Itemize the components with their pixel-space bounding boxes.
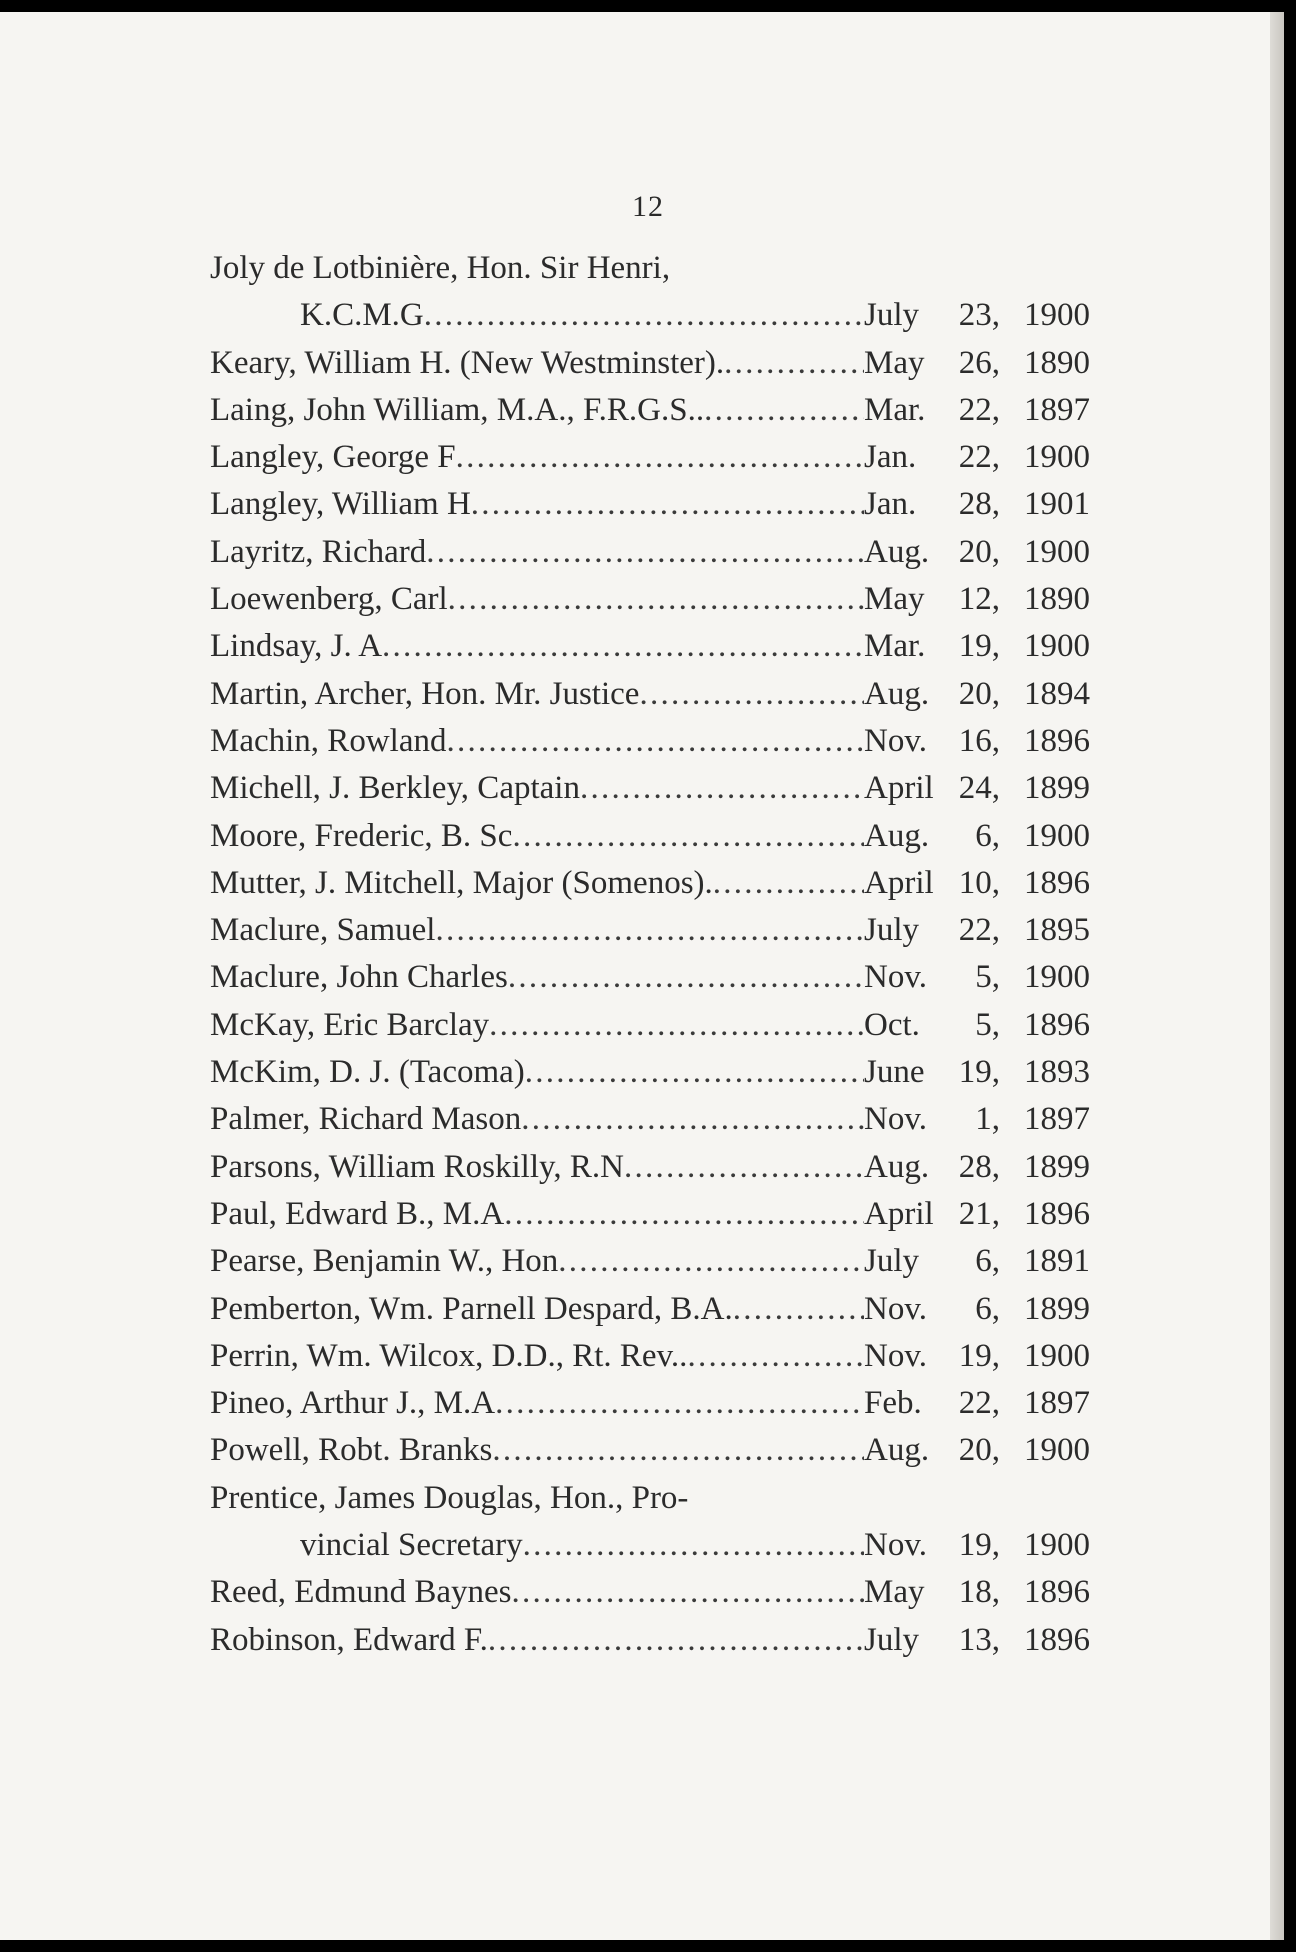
- election-day: 19,: [958, 1527, 1000, 1564]
- member-name: Layritz, Richard: [210, 533, 427, 570]
- member-name: Langley, George F: [210, 439, 456, 476]
- member-name: Maclure, Samuel: [210, 912, 436, 949]
- election-year: 1896: [1024, 1006, 1090, 1043]
- list-item: [210, 1333, 1090, 1380]
- member-name: Langley, William H: [210, 486, 471, 523]
- election-month: Mar.: [864, 628, 926, 665]
- election-day: 28,: [958, 486, 1000, 523]
- member-name: Keary, William H. (New Westminster).: [210, 344, 725, 381]
- election-year: 1900: [1024, 439, 1090, 476]
- election-month: Aug.: [864, 1432, 930, 1469]
- member-name: Machin, Rowland: [210, 722, 447, 759]
- list-item: [210, 434, 1090, 481]
- leader-dots: [512, 813, 864, 860]
- list-item: [210, 954, 1090, 1001]
- leader-dots: [489, 1002, 864, 1049]
- member-name: Maclure, John Charles: [210, 959, 508, 996]
- member-name: Lindsay, J. A: [210, 628, 383, 665]
- election-day: 18,: [958, 1574, 1000, 1611]
- election-month: Nov.: [864, 1337, 927, 1374]
- member-name: Paul, Edward B., M.A: [210, 1195, 505, 1232]
- election-month: Aug.: [864, 533, 930, 570]
- election-year: 1900: [1024, 1432, 1090, 1469]
- election-day: 13,: [958, 1621, 1000, 1658]
- list-item: [210, 813, 1090, 860]
- list-item: [210, 387, 1090, 434]
- list-item: [210, 1617, 1090, 1664]
- leader-dots: [446, 718, 864, 765]
- election-month: July: [864, 297, 920, 334]
- election-month: July: [864, 912, 920, 949]
- page-edge: [1270, 12, 1284, 1940]
- member-name: K.C.M.G: [300, 297, 424, 334]
- election-day: 22,: [958, 1385, 1000, 1422]
- election-day: 21,: [958, 1195, 1000, 1232]
- election-year: 1890: [1024, 344, 1090, 381]
- list-item: [210, 1380, 1090, 1427]
- election-month: Jan.: [864, 486, 917, 523]
- list-item: [210, 623, 1090, 670]
- election-month: April: [864, 1195, 934, 1232]
- member-name: Reed, Edmund Baynes: [210, 1574, 512, 1611]
- list-item: [210, 1286, 1090, 1333]
- election-day: 26,: [958, 344, 1000, 381]
- list-item: [210, 1238, 1090, 1285]
- leader-dots: [687, 1333, 864, 1380]
- leader-dots: [523, 1522, 864, 1569]
- list-item: [210, 860, 1090, 907]
- leader-dots: [724, 340, 864, 387]
- election-month: Aug.: [864, 817, 930, 854]
- election-day: 24,: [958, 770, 1000, 807]
- election-month: April: [864, 864, 934, 901]
- leader-dots: [639, 671, 864, 718]
- election-day: 28,: [958, 1148, 1000, 1185]
- election-year: 1900: [1024, 1527, 1090, 1564]
- election-year: 1899: [1024, 1148, 1090, 1185]
- leader-dots: [426, 529, 864, 576]
- list-item: [210, 529, 1090, 576]
- leader-dots: [471, 481, 864, 528]
- member-name: Pineo, Arthur J., M.A: [210, 1385, 496, 1422]
- list-item: [210, 245, 1090, 292]
- election-day: 20,: [958, 675, 1000, 712]
- leader-dots: [424, 292, 864, 339]
- leader-dots: [448, 576, 864, 623]
- member-name: vincial Secretary: [300, 1527, 523, 1564]
- election-day: 22,: [958, 439, 1000, 476]
- member-name: Moore, Frederic, B. Sc: [210, 817, 513, 854]
- list-item: [210, 1569, 1090, 1616]
- election-year: 1893: [1024, 1054, 1090, 1091]
- member-name: McKim, D. J. (Tacoma): [210, 1054, 525, 1091]
- election-year: 1896: [1024, 1195, 1090, 1232]
- leader-dots: [525, 1049, 864, 1096]
- leader-dots: [521, 1096, 864, 1143]
- election-day: 12,: [958, 581, 1000, 618]
- election-day: 5,: [975, 959, 1000, 996]
- election-year: 1901: [1024, 486, 1090, 523]
- list-item: [210, 907, 1090, 954]
- list-item: [210, 481, 1090, 528]
- election-year: 1900: [1024, 628, 1090, 665]
- election-month: Nov.: [864, 1527, 927, 1564]
- leader-dots: [435, 907, 864, 954]
- list-item: [210, 1096, 1090, 1143]
- election-year: 1900: [1024, 1337, 1090, 1374]
- election-day: 20,: [958, 1432, 1000, 1469]
- election-day: 10,: [958, 864, 1000, 901]
- election-year: 1899: [1024, 1290, 1090, 1327]
- election-day: 22,: [958, 912, 1000, 949]
- election-year: 1894: [1024, 675, 1090, 712]
- election-year: 1896: [1024, 1621, 1090, 1658]
- election-day: 19,: [958, 1054, 1000, 1091]
- list-item: [210, 671, 1090, 718]
- leader-dots: [504, 1191, 864, 1238]
- election-year: 1896: [1024, 1574, 1090, 1611]
- list-item: [210, 1427, 1090, 1474]
- election-day: 6,: [975, 1243, 1000, 1280]
- list-item: [210, 1144, 1090, 1191]
- election-month: July: [864, 1621, 920, 1658]
- list-item: [210, 340, 1090, 387]
- election-year: 1896: [1024, 864, 1090, 901]
- election-month: Nov.: [864, 959, 927, 996]
- election-year: 1900: [1024, 533, 1090, 570]
- election-month: May: [864, 344, 925, 381]
- list-item: [210, 292, 1090, 339]
- election-month: Nov.: [864, 1101, 927, 1138]
- election-year: 1891: [1024, 1243, 1090, 1280]
- list-item: [210, 1191, 1090, 1238]
- election-day: 6,: [975, 1290, 1000, 1327]
- election-day: 23,: [958, 297, 1000, 334]
- election-year: 1900: [1024, 817, 1090, 854]
- election-month: Nov.: [864, 1290, 927, 1327]
- member-name: Robinson, Edward F.: [210, 1621, 488, 1658]
- election-year: 1900: [1024, 959, 1090, 996]
- member-name: Perrin, Wm. Wilcox, D.D., Rt. Rev..: [210, 1337, 688, 1374]
- election-month: May: [864, 581, 925, 618]
- leader-dots: [713, 860, 864, 907]
- list-item: [210, 1522, 1090, 1569]
- leader-dots: [508, 954, 864, 1001]
- election-day: 1,: [975, 1101, 1000, 1138]
- election-year: 1895: [1024, 912, 1090, 949]
- election-year: 1897: [1024, 391, 1090, 428]
- election-month: Jan.: [864, 439, 917, 476]
- election-year: 1900: [1024, 297, 1090, 334]
- election-day: 19,: [958, 628, 1000, 665]
- member-name: Michell, J. Berkley, Captain: [210, 770, 580, 807]
- leader-dots: [512, 1569, 864, 1616]
- list-item: [210, 718, 1090, 765]
- member-name: Loewenberg, Carl: [210, 581, 448, 618]
- page-number: 12: [632, 190, 664, 223]
- leader-dots: [733, 1286, 864, 1333]
- member-name: Martin, Archer, Hon. Mr. Justice: [210, 675, 640, 712]
- list-item: [210, 1002, 1090, 1049]
- member-name: Prentice, James Douglas, Hon., Pro-: [210, 1479, 689, 1516]
- list-item: [210, 1049, 1090, 1096]
- leader-dots: [382, 623, 864, 670]
- leader-dots: [495, 1380, 864, 1427]
- member-name: Pearse, Benjamin W., Hon: [210, 1243, 559, 1280]
- election-month: Feb.: [864, 1385, 922, 1422]
- election-month: Nov.: [864, 722, 927, 759]
- member-name: Laing, John William, M.A., F.R.G.S..: [210, 391, 705, 428]
- leader-dots: [624, 1144, 864, 1191]
- election-month: May: [864, 1574, 925, 1611]
- member-list: [210, 245, 1090, 1664]
- leader-dots: [704, 387, 864, 434]
- leader-dots: [456, 434, 864, 481]
- election-month: Aug.: [864, 675, 930, 712]
- member-name: Parsons, William Roskilly, R.N: [210, 1148, 624, 1185]
- election-month: April: [864, 770, 934, 807]
- election-day: 19,: [958, 1337, 1000, 1374]
- election-year: 1897: [1024, 1101, 1090, 1138]
- election-year: 1897: [1024, 1385, 1090, 1422]
- member-name: Powell, Robt. Branks: [210, 1432, 493, 1469]
- list-item: [210, 765, 1090, 812]
- election-month: Aug.: [864, 1148, 930, 1185]
- leader-dots: [492, 1427, 864, 1474]
- member-name: Palmer, Richard Mason: [210, 1101, 522, 1138]
- election-day: 22,: [958, 391, 1000, 428]
- election-day: 16,: [958, 722, 1000, 759]
- member-name: Joly de Lotbinière, Hon. Sir Henri,: [210, 250, 671, 286]
- election-month: June: [864, 1054, 925, 1091]
- election-day: 5,: [975, 1006, 1000, 1043]
- leader-dots: [488, 1617, 864, 1664]
- election-year: 1896: [1024, 722, 1090, 759]
- member-name: McKay, Eric Barclay: [210, 1006, 490, 1043]
- member-name: Pemberton, Wm. Parnell Despard, B.A.: [210, 1290, 733, 1327]
- list-item: [210, 576, 1090, 623]
- election-day: 6,: [975, 817, 1000, 854]
- leader-dots: [558, 1238, 864, 1285]
- election-month: July: [864, 1243, 920, 1280]
- election-year: 1890: [1024, 581, 1090, 618]
- election-day: 20,: [958, 533, 1000, 570]
- leader-dots: [580, 765, 864, 812]
- election-year: 1899: [1024, 770, 1090, 807]
- list-item: [210, 1475, 1090, 1522]
- member-name: Mutter, J. Mitchell, Major (Somenos).: [210, 864, 713, 901]
- election-month: Mar.: [864, 391, 926, 428]
- election-month: Oct.: [864, 1006, 920, 1043]
